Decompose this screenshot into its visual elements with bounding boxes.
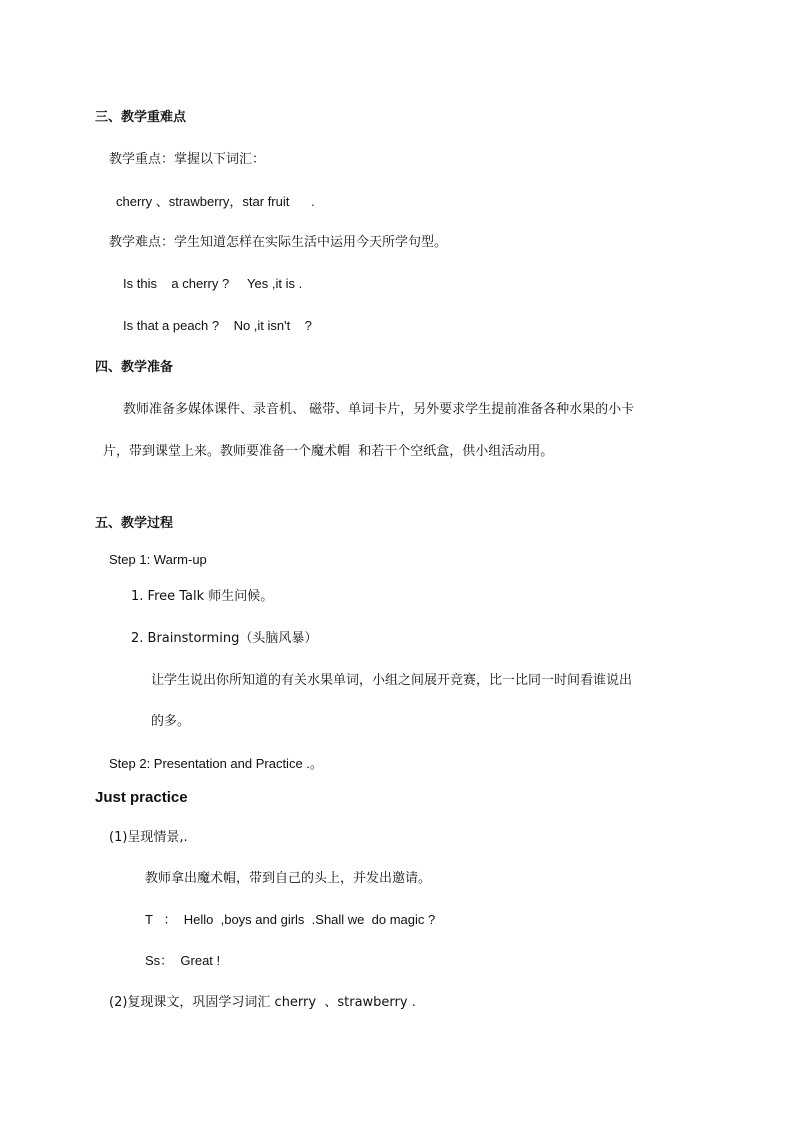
- brainstorming-desc-line-2: 的多。: [151, 714, 191, 729]
- section-4-title: 四、教学准备: [95, 360, 174, 375]
- vocab-line: cherry 、strawberry，star fruit .: [116, 194, 315, 209]
- just-practice-heading: Just practice: [95, 789, 188, 806]
- difficulty-label: 教学难点：学生知道怎样在实际生活中运用今天所学句型。: [109, 235, 448, 250]
- sentence-pattern-2: Is that a peach ? No ,it isn't ?: [123, 318, 312, 333]
- step-1-item-2: 2. Brainstorming（头脑风暴）: [131, 631, 318, 646]
- dialog-teacher-line: T ： Hello ,boys and girls .Shall we do magic ?: [145, 912, 436, 927]
- sub-step-2: (2)复现课文，巩固学习词汇 cherry 、strawberry .: [109, 995, 416, 1010]
- section-5-title: 五、教学过程: [95, 516, 174, 531]
- sub-step-1-desc: 教师拿出魔术帽，带到自己的头上，并发出邀请。: [145, 871, 432, 886]
- section-3-title: 三、教学重难点: [95, 110, 187, 125]
- step-2-heading: Step 2: Presentation and Practice .。: [109, 756, 323, 771]
- step-1-heading: Step 1: Warm-up: [109, 552, 207, 567]
- key-points-label: 教学重点：掌握以下词汇：: [109, 152, 266, 167]
- preparation-paragraph-line-2: 片，带到课堂上来。教师要准备一个魔术帽 和若干个空纸盒，供小组活动用。: [103, 444, 554, 459]
- dialog-students-line: Ss： Great !: [145, 953, 221, 968]
- sentence-pattern-1: Is this a cherry ? Yes ,it is .: [123, 276, 303, 291]
- brainstorming-desc-line-1: 让学生说出你所知道的有关水果单词，小组之间展开竞赛，比一比同一时间看谁说出: [151, 673, 633, 688]
- sub-step-1: (1)呈现情景,.: [109, 830, 188, 845]
- preparation-paragraph-line-1: 教师准备多媒体课件、录音机、 磁带、单词卡片，另外要求学生提前准备各种水果的小卡: [123, 402, 635, 417]
- step-1-item-1: 1. Free Talk 师生问候。: [131, 589, 274, 604]
